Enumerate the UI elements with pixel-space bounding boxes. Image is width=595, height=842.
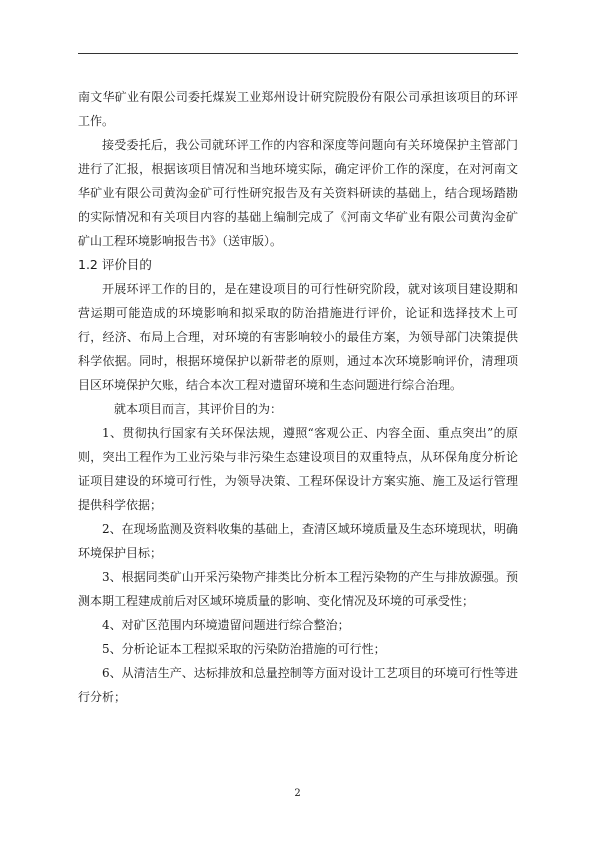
list-item: 6、从清洁生产、达标排放和总量控制等方面对设计工艺项目的环境可行性等进行分析； [78, 666, 518, 704]
section-heading: 1.2 评价目的 [78, 257, 152, 272]
paragraph-purpose: 开展环评工作的目的，是在建设项目的可行性研究阶段，就对该项目建设期和营运期可能造成的环境影响和拟采取的防治措施进行评价，论证和选择技术上可行，经济、布局上合理，对环境的有害影响较小的最佳方案，为领导部门决策提供科学依据。同时，根据环境保护以新带老的原则，通过本次环境影响评价，清理项目区环境保护欠账，结合本次工程对遗留环境和生态问题进行综合治理。 [78, 282, 518, 392]
paragraph-intro-list: 就本项目而言，其评价目的为： [114, 402, 283, 416]
document-body [78, 85, 518, 709]
list-item: 5、分析论证本工程拟采取的污染防治措施的可行性； [102, 642, 386, 656]
page-number: 2 [294, 788, 301, 799]
list-item: 3、根据同类矿山开采污染物产排类比分析本工程污染物的产生与排放源强。预测本期工程建成前后对区域环境质量的影响、变化情况及环境的可承受性； [78, 570, 518, 608]
header-rule [78, 53, 518, 54]
paragraph-entrustment: 接受委托后，我公司就环评工作的内容和深度等问题向有关环境保护主管部门进行了汇报，根据该项目情况和当地环境实际，确定评价工作的深度，在对河南文华矿业有限公司黄沟金矿可行性研究报告及有关资料研读的基础上，结合现场踏勘的实际情况和有关项目内容的基础上编制完成了《河南文华矿业有限公司黄沟金矿矿山工程环境影响报告书》（送审版）。 [78, 138, 518, 248]
list-item: 2、在现场监测及资料收集的基础上，查清区域环境质量及生态环境现状，明确环境保护目标； [78, 522, 518, 560]
continuation-paragraph: 南文华矿业有限公司委托煤炭工业郑州设计研究院股份有限公司承担该项目的环评工作。 [78, 90, 518, 128]
list-item: 4、对矿区范围内环境遗留问题进行综合整治； [102, 618, 350, 632]
list-item: 1、贯彻执行国家有关环保法规，遵照“客观公正、内容全面、重点突出”的原则，突出工程作为工业污染与非污染生态建设项目的双重特点，从环保角度分析论证项目建设的环境可行性，为领导决策、工程环保设计方案实施、施工及运行管理提供科学依据； [78, 426, 518, 512]
